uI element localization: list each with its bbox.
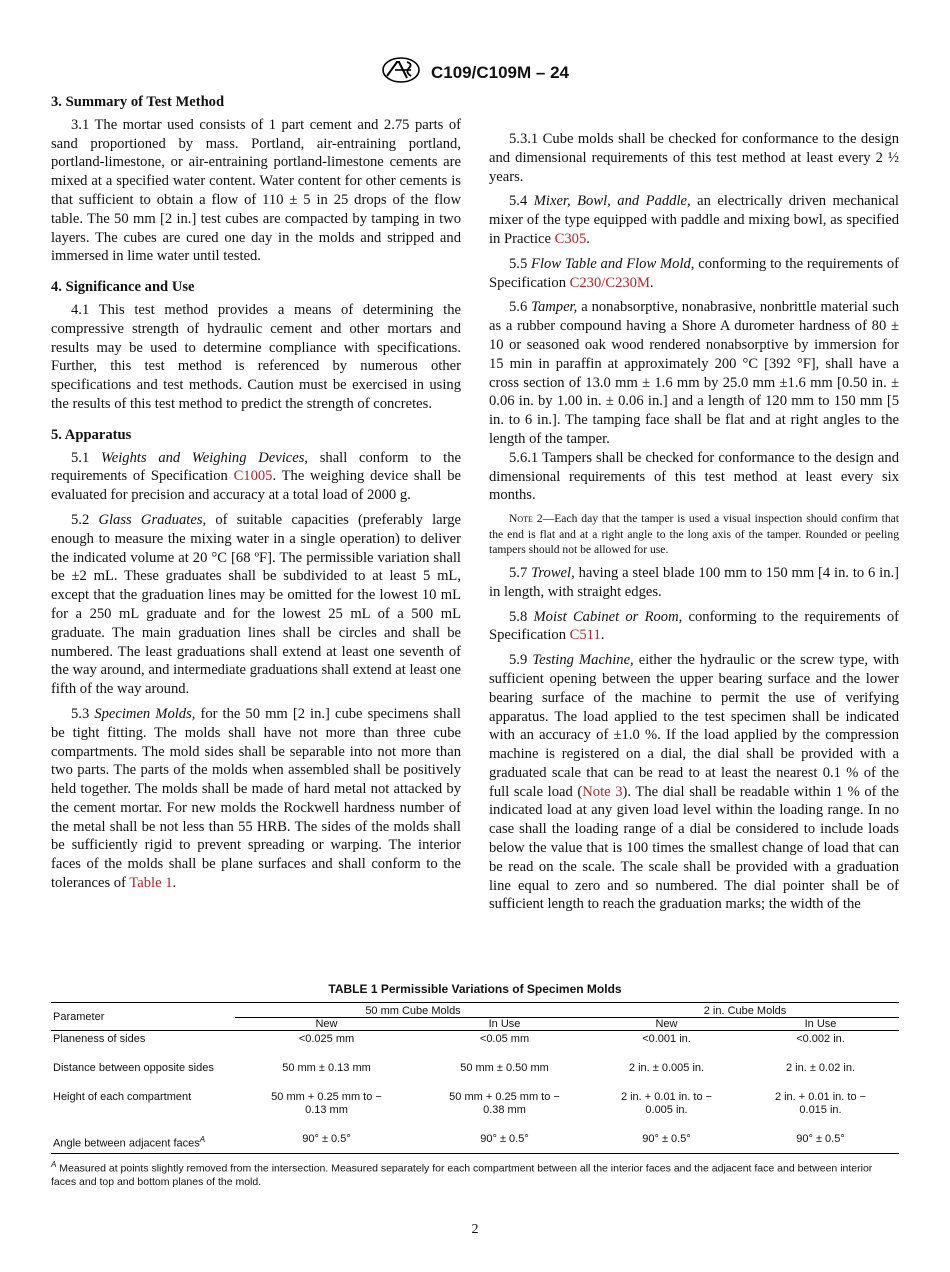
paragraph-5-1: 5.1 Weights and Weighing Devices, shall conform to the requirements of Specification C1005. The weighing device shall be evaluated for precision and accuracy at a total load of 2000 g. — [51, 449, 461, 504]
footnote-marker: A — [51, 1159, 57, 1169]
sub-header-in-use: In Use — [742, 1018, 899, 1031]
table-row — [51, 1089, 899, 1131]
table-cell: 50 mm ± 0.13 mm — [282, 1062, 371, 1074]
paragraph-5-6-1: 5.6.1 Tampers shall be checked for conformance to the design and dimensional requirements of this test method at least every six months. — [489, 449, 899, 504]
paragraph-5-4: 5.4 Mixer, Bowl, and Paddle, an electrically driven mechanical mixer of the type equipped with paddle and mixing bowl, as specified in Practice C305. — [489, 193, 899, 247]
astm-logo-icon — [381, 56, 421, 89]
table-cell: 90° ± 0.5° — [235, 1131, 418, 1153]
paragraph-5-7: 5.7 Trowel, having a steel blade 100 mm to 150 mm [4 in. to 6 in.] in length, with straight edges. — [489, 564, 899, 600]
table-1-grid — [51, 1002, 899, 1154]
link-c511[interactable]: C511 — [569, 627, 601, 644]
table-cell: <0.002 in. — [796, 1033, 845, 1045]
paragraph-3-1: 3.1 The mortar used consists of 1 part cement and 2.75 parts of sand proportioned by mass. Portland, air-entraining portland, portland-limestone, or air-entraining portland-limestone cements are mixed at a specified water content. Water content for other cements is that sufficient to obtain a flow of 110 ± 5 in 25 drops of the flow table. The 50 mm [2 in.] test cubes are compacted by tamping in two layers. The cubes are cured one day in the molds and stripped and immersed in lime water until tested. — [51, 116, 461, 265]
table-title: TABLE 1 Permissible Variations of Specimen Molds — [328, 982, 622, 996]
page-header — [0, 56, 950, 86]
table-cell: 50 mm ± 0.50 mm — [460, 1062, 549, 1074]
table-cell: <0.025 mm — [298, 1033, 355, 1045]
paragraph-5-2: 5.2 Glass Graduates, of suitable capacities (preferably large enough to measure the mixing water in a single operation) to deliver the indicated volume at 20 °C [68 ºF]. The permissible variation shall be ±2 mL. These graduates shall be subdivided to at least 5 mL, except that the graduation lines may be omitted for the lowest 10 mL for a 250 mL graduate and for the lowest 25 mL of a 500 mL graduate. The main graduation lines shall be circles and shall be numbered. The least graduations shall extend at least one seventh of the way around, and intermediate graduations shall extend at least one fifth of the way around. — [51, 511, 461, 698]
table-cell: Height of each compartment — [53, 1091, 192, 1103]
note-2: Note 2—Each day that the tamper is used a visual inspection should confirm that the end is flat and at a right angle to the long axis of the tamper. Rounded or peeling tampers should not be allowed for use. — [489, 512, 899, 557]
footnote-marker: A — [199, 1135, 206, 1144]
group-header-50mm: 50 mm Cube Molds — [235, 1003, 591, 1018]
table-cell: <0.05 mm — [479, 1033, 530, 1045]
document-designation: C109/C109M – 24 — [431, 62, 569, 82]
link-table-1[interactable]: Table 1 — [129, 875, 173, 892]
table-cell: 2 in. ± 0.005 in. — [628, 1062, 705, 1074]
link-c305[interactable]: C305 — [554, 230, 587, 247]
table-1 — [51, 982, 899, 1189]
table-row — [51, 1131, 899, 1153]
paragraph-5-8: 5.8 Moist Cabinet or Room, conforming to the requirements of Specification C511. — [489, 608, 899, 644]
table-cell: 50 mm + 0.25 mm to − 0.38 mm — [449, 1091, 560, 1116]
table-cell: 90° ± 0.5° — [591, 1131, 742, 1153]
sub-header-new: New — [235, 1018, 418, 1031]
section-3-heading: 3. Summary of Test Method — [51, 94, 225, 110]
table-cell: Angle between adjacent faces$^A$ — [51, 1131, 235, 1153]
link-c230[interactable]: C230/C230M — [569, 274, 650, 291]
table-cell: Distance between opposite sides — [53, 1062, 214, 1074]
table-cell: 2 in. + 0.01 in. to − 0.015 in. — [774, 1091, 867, 1116]
paragraph-4-1: 4.1 This test method provides a means of determining the compressive strength of hydraulic cement and other mortars and results may be used to determine compliance with specifications. Further, this test method is referenced by numerous other specifications and test methods. Caution must be exercised in using the results of this test method to predict the strength of concretes. — [51, 301, 461, 412]
table-cell: Planeness of sides — [53, 1033, 146, 1045]
left-column — [51, 93, 461, 893]
paragraph-5-9: 5.9 Testing Machine, either the hydraulic or the screw type, with sufficient opening between the upper bearing surface and the lower bearing surface of the machine to permit the use of verifying apparatus. The load applied to the test specimen shall be indicated with an accuracy of ±1.0 %. If the load applied by the compression machine is registered on a dial, the dial shall be provided with a graduated scale that can be read to at least the nearest 0.1 % of the full scale load (Note 3). The dial shall be readable within 1 % of the indicated load at any given load level within the loading range. In no case shall the loading range of a dial be considered to include loads below the value that is 100 times the smallest change of load that can be read on the scale. The scale shall be provided with a graduation line equal to zero and so numbered. The dial pointer shall be of sufficient length to reach the graduation marks; the width of the — [489, 652, 899, 913]
group-header-2in: 2 in. Cube Molds — [591, 1003, 899, 1018]
link-c1005[interactable]: C1005 — [233, 468, 273, 485]
paragraph-5-6: 5.6 Tamper, a nonabsorptive, nonabrasive, nonbrittle material such as a rubber compound having a Shore A durometer hardness of 80 ± 10 or seasoned oak wood rendered nonabsorptive by immersion for 15 min in paraffin at approximately 200 °C [392 °F], shall have a cross section of 13.0 mm ± 1.6 mm by 25.0 mm ±1.6 mm [0.50 in. ± 0.06 in. by 1.00 in. ± 0.06 in.] and a length of 120 mm to 150 mm [5 in. to 6 in.]. The tamping face shall be flat and at right angles to the length of the tamper. — [489, 299, 899, 447]
sub-header-new: New — [591, 1018, 742, 1031]
param-column-header: Parameter — [51, 1003, 235, 1031]
table-footnote: $^A$ Measured at points slightly removed from the intersection. Measured separately for each compartment between all the interior faces and the adjacent face and between interior faces and top and bottom planes of the mold. — [51, 1159, 873, 1188]
table-row — [51, 1060, 899, 1089]
sub-header-in-use: In Use — [418, 1018, 591, 1031]
table-row — [51, 1031, 899, 1061]
paragraph-5-3: 5.3 Specimen Molds, for the 50 mm [2 in.] cube specimens shall be tight fitting. The molds shall have not more than three cube compartments. The mold sides shall be separable into not more than two parts. The parts of the molds when assembled shall be positively held together. The molds shall be made of hard metal not attacked by the cement mortar. For new molds the Rockwell hardness number of the metal shall be not less than 55 HRB. The sides of the molds shall be sufficiently rigid to prevent spreading or warping. The interior faces of the molds shall be plane surfaces and shall conform to the tolerances of Table 1. — [51, 705, 461, 892]
table-cell: 50 mm + 0.25 mm to − 0.13 mm — [271, 1091, 382, 1116]
table-cell: 90° ± 0.5° — [742, 1131, 899, 1153]
section-4-heading: 4. Significance and Use — [51, 279, 195, 296]
section-5-heading: 5. Apparatus — [51, 426, 132, 443]
table-cell: 90° ± 0.5° — [418, 1131, 591, 1153]
link-note-3[interactable]: Note 3 — [582, 783, 623, 800]
right-column-content — [489, 130, 899, 914]
paragraph-5-3-1: 5.3.1 Cube molds shall be checked for conformance to the design and dimensional requirements of this test method at least every 2 ½ years. — [489, 131, 899, 185]
table-cell: 2 in. ± 0.02 in. — [785, 1062, 856, 1074]
page-number: 2 — [471, 1222, 479, 1237]
paragraph-5-5: 5.5 Flow Table and Flow Mold, conforming to the requirements of Specification C230/C230M. — [489, 255, 899, 291]
table-cell: <0.001 in. — [642, 1033, 691, 1045]
table-cell: 2 in. + 0.01 in. to − 0.005 in. — [620, 1091, 713, 1116]
